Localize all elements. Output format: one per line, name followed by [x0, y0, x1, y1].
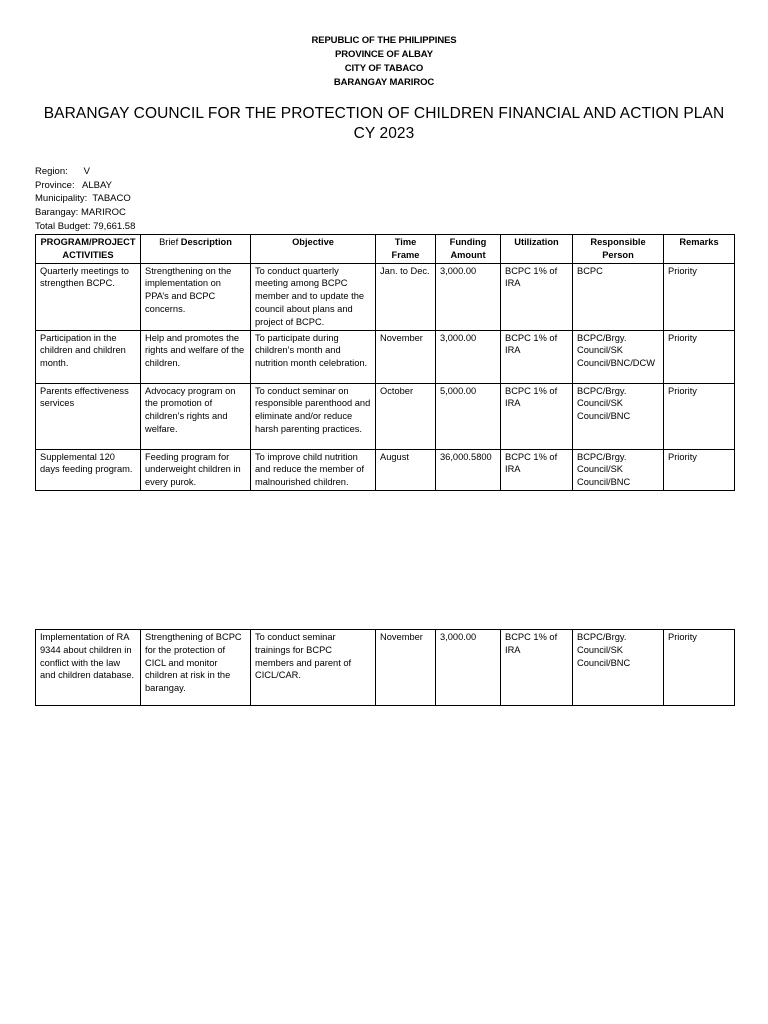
- cell-funding: 3,000.00: [436, 330, 501, 383]
- cell-objective: To improve child nutrition and reduce the member of malnourished children.: [251, 449, 376, 490]
- header-province: PROVINCE OF ALBAY: [335, 49, 433, 60]
- region-label: Region:: [35, 166, 68, 177]
- action-plan-table-continued: [35, 629, 735, 706]
- barangay-row: [35, 206, 135, 220]
- municipality-value: TABACO: [92, 193, 131, 205]
- header-city: CITY OF TABACO: [344, 63, 424, 74]
- cell-responsible: BCPC: [573, 263, 664, 330]
- cell-time-frame: October: [376, 383, 436, 449]
- header-description-light: Brief: [159, 237, 181, 247]
- cell-responsible: BCPC/Brgy. Council/SK Council/BNC: [573, 630, 664, 706]
- cell-objective: To conduct seminar on responsible parenthood and eliminate and/or reduce harsh parenting practices.: [251, 383, 376, 449]
- action-plan-table: [35, 234, 735, 491]
- barangay-label: Barangay:: [35, 207, 79, 219]
- cell-time-frame: November: [376, 630, 436, 706]
- cell-time-frame: Jan. to Dec.: [376, 263, 436, 330]
- title-line-2: CY 2023: [353, 125, 415, 142]
- plan-info: [35, 165, 135, 234]
- cell-utilization: BCPC 1% of IRA: [501, 630, 573, 706]
- cell-description: Strengthening on the implementation on PPA’s and BCPC concerns.: [141, 263, 251, 330]
- cell-remarks: Priority: [664, 449, 735, 490]
- region-value: V: [83, 166, 90, 177]
- header-program: PROGRAM/PROJECT ACTIVITIES: [36, 235, 141, 264]
- table-header-row: [36, 235, 735, 264]
- budget-value: 79,661.58: [93, 220, 136, 232]
- cell-program: Implementation of RA 9344 about children in conflict with the law and children database.: [36, 630, 141, 706]
- header-utilization: Utilization: [501, 235, 573, 264]
- cell-time-frame: November: [376, 330, 436, 383]
- cell-funding: 3,000.00: [436, 263, 501, 330]
- cell-funding: 3,000.00: [436, 630, 501, 706]
- municipality-row: [35, 192, 135, 206]
- cell-remarks: Priority: [664, 630, 735, 706]
- cell-program: Quarterly meetings to strengthen BCPC.: [36, 263, 141, 330]
- cell-time-frame: August: [376, 449, 436, 490]
- cell-funding: 36,000.5800: [436, 449, 501, 490]
- header-funding: Funding Amount: [436, 235, 501, 264]
- header-description-bold: Description: [180, 237, 232, 247]
- cell-utilization: BCPC 1% of IRA: [501, 330, 573, 383]
- cell-responsible: BCPC/Brgy. Council/SK Council/BNC: [573, 449, 664, 490]
- document-header: [0, 34, 768, 90]
- budget-label: Total Budget:: [35, 220, 91, 232]
- cell-responsible: BCPC/Brgy. Council/SK Council/BNC/DCW: [573, 330, 664, 383]
- cell-description: Help and promotes the rights and welfare of the children.: [141, 330, 251, 383]
- cell-utilization: BCPC 1% of IRA: [501, 263, 573, 330]
- budget-row: [35, 220, 135, 234]
- cell-program: Participation in the children and children month.: [36, 330, 141, 383]
- header-responsible: Responsible Person: [573, 235, 664, 264]
- cell-description: Feeding program for underweight children in every purok.: [141, 449, 251, 490]
- table-row: [36, 630, 735, 706]
- cell-objective: To conduct seminar trainings for BCPC members and parent of CICL/CAR.: [251, 630, 376, 706]
- cell-objective: To conduct quarterly meeting among BCPC member and to update the council about plans and project of BCPC.: [251, 263, 376, 330]
- header-republic: REPUBLIC OF THE PHILIPPINES: [311, 35, 457, 46]
- header-remarks: Remarks: [664, 235, 735, 264]
- table-row: [36, 449, 735, 490]
- header-objective: Objective: [251, 235, 376, 264]
- header-time-frame: Time Frame: [376, 235, 436, 264]
- municipality-label: Municipality:: [35, 193, 88, 205]
- cell-description: Advocacy program on the promotion of children’s rights and welfare.: [141, 383, 251, 449]
- cell-objective: To participate during children’s month and nutrition month celebration.: [251, 330, 376, 383]
- table-row: [36, 330, 735, 383]
- cell-description: Strengthening of BCPC for the protection of CICL and monitor children at risk in the barangay.: [141, 630, 251, 706]
- table-row: [36, 263, 735, 330]
- province-value: ALBAY: [82, 179, 112, 191]
- barangay-value: MARIROC: [80, 207, 126, 219]
- cell-responsible: BCPC/Brgy. Council/SK Council/BNC: [573, 383, 664, 449]
- cell-utilization: BCPC 1% of IRA: [501, 449, 573, 490]
- table-row: [36, 383, 735, 449]
- document-title: [30, 104, 738, 144]
- cell-remarks: Priority: [664, 383, 735, 449]
- cell-remarks: Priority: [664, 330, 735, 383]
- cell-program: Parents effectiveness services: [36, 383, 141, 449]
- province-label: Province:: [35, 179, 75, 191]
- province-row: [35, 179, 135, 193]
- title-line-1: BARANGAY COUNCIL FOR THE PROTECTION OF CHILDREN FINANCIAL AND ACTION PLAN: [43, 105, 725, 122]
- cell-remarks: Priority: [664, 263, 735, 330]
- cell-program: Supplemental 120 days feeding program.: [36, 449, 141, 490]
- header-description: [141, 235, 251, 264]
- cell-funding: 5,000.00: [436, 383, 501, 449]
- region-row: [35, 165, 135, 179]
- cell-utilization: BCPC 1% of IRA: [501, 383, 573, 449]
- header-barangay: BARANGAY MARIROC: [333, 77, 435, 88]
